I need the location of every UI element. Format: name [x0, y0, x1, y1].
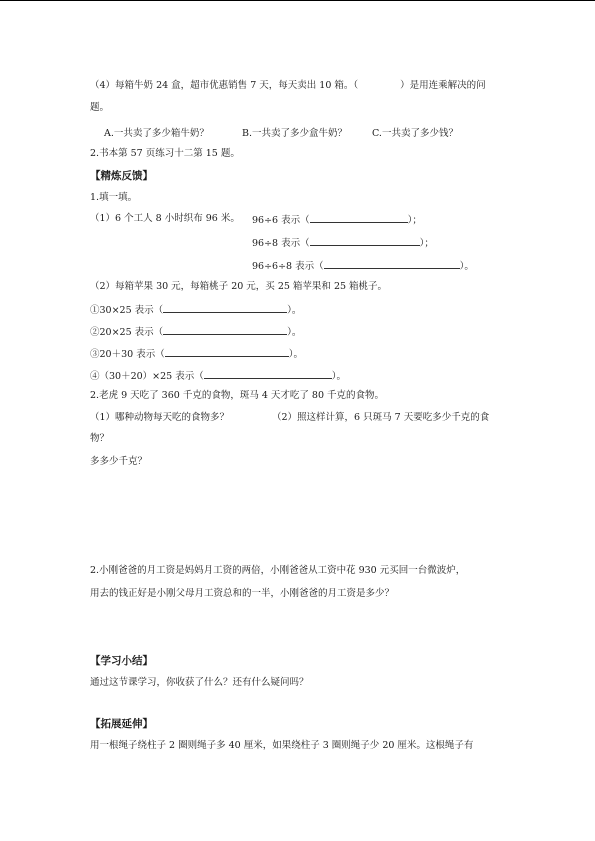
- fill2-row-b-blank[interactable]: [163, 325, 287, 335]
- fill2-row-d: [90, 369, 346, 383]
- page-top-rule: [0, 0, 595, 1]
- item-2: 2.书本第 57 页练习十二第 15 题。: [90, 148, 240, 159]
- q4-option-a: A.一共卖了多少箱牛奶？: [104, 128, 209, 139]
- q4-option-c: C.一共卖了多少钱？: [372, 128, 458, 139]
- fill2-row-c-label: ③20＋30 表示（: [90, 349, 165, 360]
- fill1-row3-label: 96÷6÷8 表示（: [252, 261, 324, 272]
- q2-sub1: （1）哪种动物每天吃的食物多？: [90, 412, 230, 423]
- q2-sub2: （2）照这样计算，6 只斑马 7 天要吃多少千克的食: [272, 412, 490, 423]
- fill1-row3-end: ）。: [459, 261, 474, 272]
- fill2-row-d-label: ④（30＋20）×25 表示（: [90, 371, 204, 382]
- q3-line1: 2.小刚爸爸的月工资是妈妈月工资的两倍，小刚爸爸从工资中花 930 元买回一台微波炉，: [90, 565, 466, 576]
- fill1-row1-label: 96÷6 表示（: [252, 215, 310, 226]
- q4-option-b: B.一共卖了多少盒牛奶？: [242, 128, 348, 139]
- q4-line1-a: （4）每箱牛奶 24 盒，超市优惠销售 7 天，每天卖出 10 箱。（: [90, 80, 359, 91]
- fill1-row1: [252, 213, 422, 227]
- q2-stem: 2.老虎 9 天吃了 360 千克的食物，斑马 4 天才吃了 80 千克的食物。: [90, 390, 385, 401]
- fill1-row2-blank[interactable]: [310, 236, 420, 246]
- fill1-row2-label: 96÷8 表示（: [252, 238, 310, 249]
- fill1-row3: [252, 259, 474, 273]
- fill2-row-b-label: ②20×25 表示（: [90, 327, 164, 338]
- section-feedback-heading: 【精炼反馈】: [90, 170, 153, 182]
- q2-extra: 多多少千克？: [90, 456, 148, 467]
- q4-line1: [90, 80, 486, 92]
- fill2-row-c-end: ）。: [288, 349, 303, 360]
- fill2-row-a-blank[interactable]: [163, 303, 287, 313]
- q4-line1-b: ）是用连乘解决的问: [400, 80, 486, 91]
- fill2-row-d-end: ）。: [331, 371, 347, 382]
- fill2-row-a-label: ①30×25 表示（: [90, 305, 164, 316]
- q2-sub2-cont: 物？: [90, 433, 110, 444]
- fill2-row-b: [90, 325, 301, 339]
- q3-line2: 用去的钱正好是小刚父母月工资总和的一半，小刚爸爸的月工资是多少？: [90, 588, 395, 599]
- fill1-row1-end: ）；: [407, 215, 422, 226]
- q4-line2: 题。: [90, 102, 110, 113]
- fill2-row-c-blank[interactable]: [165, 347, 289, 357]
- fill1-row1-blank[interactable]: [310, 213, 408, 223]
- fill1-row3-blank[interactable]: [324, 259, 460, 269]
- summary-text: 通过这节课学习，你收获了什么？还有什么疑问吗？: [90, 677, 309, 688]
- fill2-intro: （2）每箱苹果 30 元，每箱桃子 20 元，买 25 箱苹果和 25 箱桃子。: [90, 281, 388, 292]
- fill-title: 1.填一填。: [90, 192, 138, 203]
- fill2-row-a: [90, 303, 301, 317]
- fill1-row2-end: ）；: [419, 238, 434, 249]
- section-summary-heading: 【学习小结】: [90, 655, 153, 667]
- fill2-row-a-end: ）。: [287, 305, 302, 316]
- section-extend-heading: 【拓展延伸】: [90, 718, 153, 730]
- fill2-row-d-blank[interactable]: [204, 369, 332, 379]
- fill1-prefix: （1）6 个工人 8 小时织布 96 米。: [90, 213, 240, 224]
- extend-text: 用一根绳子绕柱子 2 圈则绳子多 40 厘米，如果绕柱子 3 圈则绳子少 20 厘米。这根绳子有: [90, 740, 474, 751]
- fill2-row-b-end: ）。: [287, 327, 302, 338]
- fill2-row-c: [90, 347, 303, 361]
- fill1-row2: [252, 236, 434, 250]
